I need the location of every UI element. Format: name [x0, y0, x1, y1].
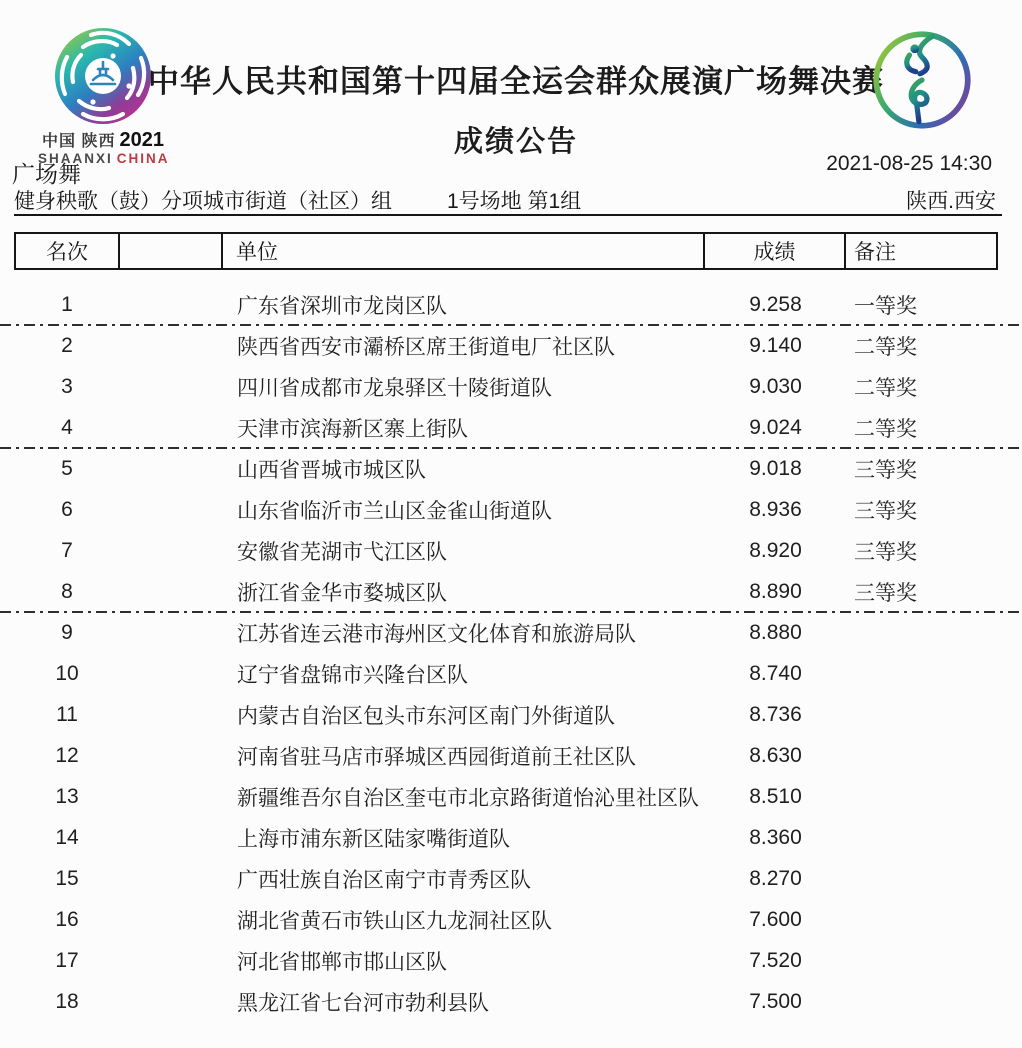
score-cell: 8.880 [749, 620, 802, 644]
table-row [0, 612, 1022, 653]
emblem-caption-cn: 中国 陕西 [42, 133, 116, 150]
table-row [0, 776, 1022, 817]
table-row [0, 653, 1022, 694]
score-cell: 7.600 [749, 907, 802, 931]
score-cell: 9.258 [749, 292, 802, 316]
unit-cell: 新疆维吾尔自治区奎屯市北京路街道怡沁里社区队 [237, 786, 699, 810]
table-row [0, 530, 1022, 571]
unit-cell: 辽宁省盘锦市兴隆台区队 [237, 663, 468, 687]
unit-cell: 湖北省黄石市铁山区九龙洞社区队 [237, 909, 552, 933]
remark-cell: 二等奖 [854, 417, 917, 441]
table-row [0, 284, 1022, 325]
table-row [0, 735, 1022, 776]
session-category: 健身秧歌（鼓）分项城市街道（社区）组 [14, 190, 392, 213]
session-location: 陕西.西安 [906, 190, 996, 213]
table-row [0, 325, 1022, 366]
unit-cell: 江苏省连云港市海州区文化体育和旅游局队 [237, 622, 636, 646]
rank-cell: 3 [61, 374, 73, 398]
unit-cell: 山东省临沂市兰山区金雀山街道队 [237, 499, 552, 523]
results-table-body [0, 284, 1022, 1022]
score-cell: 9.024 [749, 415, 802, 439]
report-datetime: 2021-08-25 14:30 [826, 152, 992, 175]
title-block [140, 56, 892, 160]
table-row [0, 817, 1022, 858]
unit-cell: 天津市滨海新区寨上街队 [237, 417, 468, 441]
score-cell: 8.270 [749, 866, 802, 890]
dashed-divider [0, 447, 1022, 449]
dashed-divider [0, 611, 1022, 613]
header-rule [14, 214, 1002, 216]
header-remark: 备注 [854, 241, 896, 264]
table-row [0, 448, 1022, 489]
rank-cell: 7 [61, 538, 73, 562]
remark-cell: 二等奖 [854, 376, 917, 400]
rank-cell: 9 [61, 620, 73, 644]
unit-cell: 陕西省西安市灞桥区席王街道电厂社区队 [237, 335, 615, 359]
unit-cell: 内蒙古自治区包头市东河区南门外街道队 [237, 704, 615, 728]
header-unit: 单位 [223, 234, 705, 268]
rank-cell: 13 [55, 784, 79, 808]
score-cell: 8.360 [749, 825, 802, 849]
header-empty [120, 234, 223, 268]
emblem-caption-en: SHAANXI [38, 151, 113, 166]
event-label: 广场舞 [12, 161, 81, 187]
table-row [0, 571, 1022, 612]
score-cell: 8.630 [749, 743, 802, 767]
score-cell: 7.520 [749, 948, 802, 972]
rank-cell: 12 [55, 743, 79, 767]
rank-cell: 15 [55, 866, 79, 890]
remark-cell: 三等奖 [854, 540, 917, 564]
score-cell: 8.890 [749, 579, 802, 603]
unit-cell: 河南省驻马店市驿城区西园街道前王社区队 [237, 745, 636, 769]
unit-cell: 四川省成都市龙泉驿区十陵街道队 [237, 376, 552, 400]
unit-cell: 广西壮族自治区南宁市青秀区队 [237, 868, 531, 892]
score-cell: 9.140 [749, 333, 802, 357]
unit-cell: 山西省晋城市城区队 [237, 458, 426, 482]
unit-cell: 浙江省金华市婺城区队 [237, 581, 447, 605]
rank-cell: 2 [61, 333, 73, 357]
shaanxi-games-emblem-icon [53, 26, 153, 126]
rank-cell: 16 [55, 907, 79, 931]
rank-cell: 18 [55, 989, 79, 1013]
remark-cell: 三等奖 [854, 499, 917, 523]
remark-cell: 二等奖 [854, 335, 917, 359]
table-row [0, 694, 1022, 735]
remark-cell: 三等奖 [854, 458, 917, 482]
score-cell: 8.736 [749, 702, 802, 726]
remark-cell: 一等奖 [854, 294, 917, 318]
rank-cell: 5 [61, 456, 73, 480]
score-cell: 9.030 [749, 374, 802, 398]
rank-cell: 14 [55, 825, 79, 849]
unit-cell: 黑龙江省七台河市勃利县队 [237, 991, 489, 1015]
table-row [0, 858, 1022, 899]
dashed-divider [0, 324, 1022, 326]
unit-cell: 广东省深圳市龙岗区队 [237, 294, 447, 318]
table-row [0, 407, 1022, 448]
session-info-row [0, 185, 1022, 213]
rank-cell: 11 [56, 702, 78, 726]
page-subtitle: 成绩公告 [453, 126, 578, 158]
score-cell: 8.510 [749, 784, 802, 808]
dancer-pictogram-icon [870, 28, 974, 132]
emblem-caption-country: CHINA [116, 151, 170, 166]
header-score: 成绩 [705, 234, 846, 268]
score-cell: 8.936 [749, 497, 802, 521]
unit-cell: 河北省邯郸市邯山区队 [237, 950, 447, 974]
table-row [0, 366, 1022, 407]
rank-cell: 6 [61, 497, 73, 521]
rank-cell: 1 [61, 292, 73, 316]
rank-cell: 10 [55, 661, 79, 685]
rank-cell: 8 [61, 579, 73, 603]
score-cell: 8.920 [749, 538, 802, 562]
unit-cell: 安徽省芜湖市弋江区队 [237, 540, 447, 564]
table-row [0, 940, 1022, 981]
score-cell: 8.740 [749, 661, 802, 685]
table-row [0, 899, 1022, 940]
table-row [0, 981, 1022, 1022]
score-cell: 7.500 [749, 989, 802, 1013]
rank-cell: 4 [61, 415, 73, 439]
remark-cell: 三等奖 [854, 581, 917, 605]
unit-cell: 上海市浦东新区陆家嘴街道队 [237, 827, 510, 851]
score-cell: 9.018 [749, 456, 802, 480]
emblem-caption-year: 2021 [119, 129, 164, 151]
page-title: 中华人民共和国第十四届全运会群众展演广场舞决赛 [148, 64, 884, 99]
session-venue-group: 1号场地 第1组 [447, 190, 582, 213]
results-table-header [14, 232, 998, 270]
rank-cell: 17 [55, 948, 79, 972]
dancer-pictogram-block [870, 28, 974, 137]
table-row [0, 489, 1022, 530]
header-rank: 名次 [16, 234, 120, 268]
